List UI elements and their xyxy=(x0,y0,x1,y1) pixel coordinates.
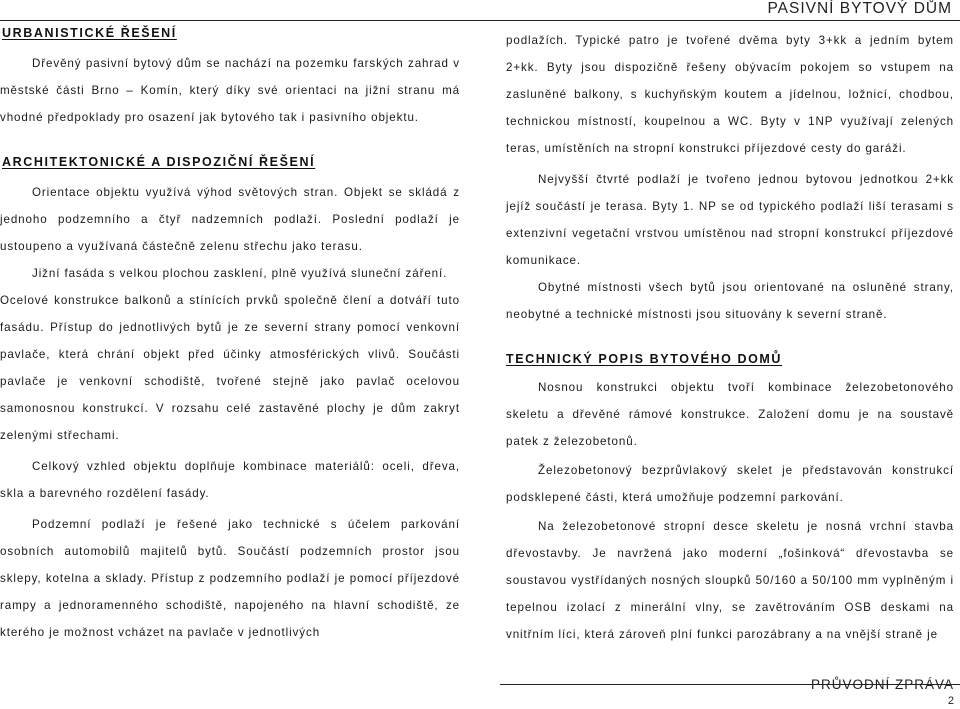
paragraph-architektonicke-4: Celkový vzhled objektu doplňuje kombinace materiálů: oceli, dřeva, skla a barevného rozdělení fasády. xyxy=(0,460,460,500)
paragraph-continued: podlažích. Typické patro je tvořené dvěma byty 3+kk a jedním bytem 2+kk. Byty jsou dispozičně řešeny obývacím pokojem so vstupem na zasluněné balkony, s kuchyňským koutem a jídelnou, ložnicí, chodbou, technickou místností, koupelnou a WC. Byty v 1NP využívají zelených teras, umístěních na stropní konstrukci příjezdové cesty do garáži. xyxy=(506,34,954,155)
heading-architektonicke: ARCHITEKTONICKÉ A DISPOZIČNÍ ŘEŠENÍ xyxy=(2,155,316,169)
paragraph-technicky-3: Na železobetonové stropní desce skeletu je nosná vrchní stavba dřevostavby. Je navržená jako moderní „fošinková“ dřevostavba se soustavou vystřídaných nosných sloupků 50/160 a 50/100 mm vyplněným i tepelnou izolací z minerální vlny, se zavětrováním OSB deskami na vnitřním líci, která zároveň plní funkci parozábrany a na vnější straně je xyxy=(506,520,954,641)
left-column xyxy=(0,26,460,646)
right-column xyxy=(506,26,954,648)
page-number: 2 xyxy=(947,695,954,707)
running-header-title: PASIVNÍ BYTOVÝ DŮM xyxy=(767,0,952,17)
paragraph-architektonicke-5: Podzemní podlaží je řešené jako technické s účelem parkování osobních automobilů majitelů bytů. Součástí podzemních prostor jsou sklepy, kotelna a sklady. Přístup z podzemního podlaží je pomocí příjezdové rampy a jednoramenného schodiště, napojeného na hlavní schodiště, ze kterého je možnost vcházet na pavlače v jednotlivých xyxy=(0,518,460,639)
paragraph-nejvyssi-podlazi: Nejvyšší čtvrté podlaží je tvořeno jednou bytovou jednotkou 2+kk jejíž součástí je terasa. Byty 1. NP se od typického podlaží liší terasami s extenzivní vegetační vrstvou umístěnou nad stropní konstrukcí příjezdové komunikace. xyxy=(506,173,954,267)
running-footer-title: PRŮVODNÍ ZPRÁVA xyxy=(810,677,954,692)
paragraph-architektonicke-3: Ocelové konstrukce balkonů a stínících prvků společně člení a dotváří tuto fasádu. Přístup do jednotlivých bytů je ze severní strany pomocí venkovní pavlače, která chrání objekt před účinky atmosférických vlivů. Součásti pavlače je venkovní schodiště, tvořené stejně jako pavlač ocelovou samonosnou konstrukcí. V rozsahu celé zastavěné plochy je dům zakryt zelenými střechami. xyxy=(0,294,460,442)
paragraph-architektonicke-2: Jižní fasáda s velkou plochou zasklení, plně využívá sluneční záření. xyxy=(32,267,448,280)
paragraph-architektonicke-1: Orientace objektu využívá výhod světových stran. Objekt se skládá z jednoho podzemního a čtyř nadzemních podlaží. Poslední podlaží je ustoupeno a využívaná částečně zelenu střechu jako terasu. xyxy=(0,186,460,253)
heading-technicky-popis: TECHNICKÝ POPIS BYTOVÉHO DOMŮ xyxy=(506,352,783,366)
header-rule xyxy=(0,20,960,21)
paragraph-obytne-mistnosti: Obytné místnosti všech bytů jsou orientované na osluněné strany, neobytné a technické místnosti jsou situovány k severní straně. xyxy=(506,281,954,321)
paragraph-technicky-2: Železobetonový bezprůvlakový skelet je představován konstrukcí podsklepené části, která umožňuje podzemní parkování. xyxy=(506,464,954,504)
heading-urbanisticke: URBANISTICKÉ ŘEŠENÍ xyxy=(2,26,177,40)
paragraph-technicky-1: Nosnou konstrukci objektu tvoří kombinace železobetonového skeletu a dřevěné rámové konstrukce. Založení domu je na soustavě patek z železobetonů. xyxy=(506,381,954,448)
paragraph-urbanisticke-1: Dřevěný pasivní bytový dům se nachází na pozemku farských zahrad v městské části Brno – Komín, který díky své orientaci na jižní stranu má vhodné předpoklady pro osazení jak bytového tak i pasivního objektu. xyxy=(0,57,460,124)
